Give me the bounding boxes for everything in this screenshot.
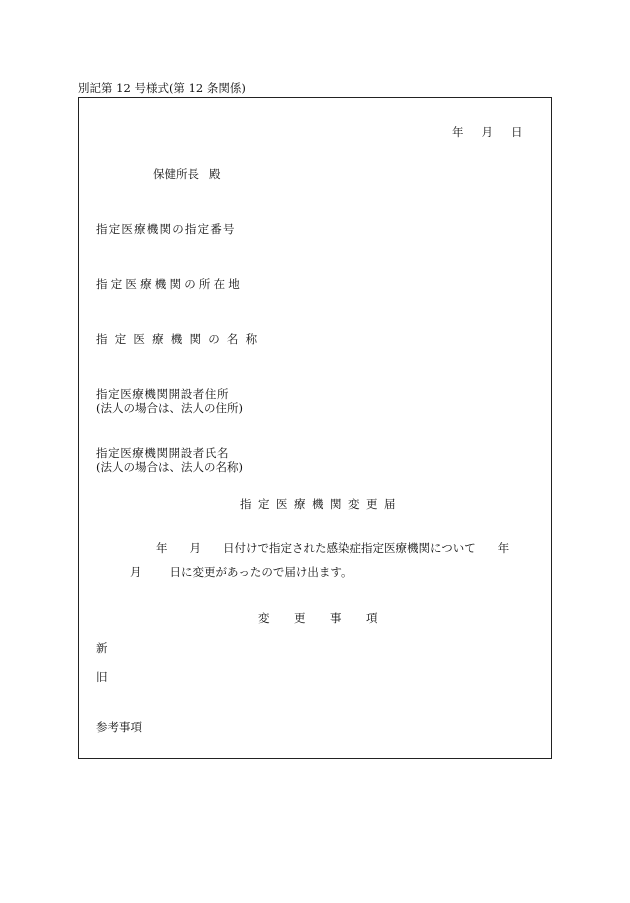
recipient-honorific: 殿 [209,167,221,181]
founder-name-note: (法人の場合は、法人の名称) [96,460,243,475]
new-label: 新 [96,641,108,655]
field-institution-name: 指定医療機関の名称 [96,332,265,346]
body-line-1 [156,541,509,555]
changes-title-char: 事 [330,611,342,625]
founder-name-label: 指定医療機関開設者氏名 [96,446,230,460]
field-location: 指定医療機関の所在地 [96,277,243,291]
old-label: 旧 [96,670,108,684]
body-year-label-2: 年 [497,541,510,555]
field-founder-name [96,446,243,475]
body-line-2 [130,565,352,579]
founder-address-note: (法人の場合は、法人の住所) [96,401,243,416]
changes-title-char: 項 [366,611,378,625]
body-text-1: 日付けで指定された感染症指定医療機関について [223,541,476,555]
changes-title-char: 変 [258,611,270,625]
reference-label: 参考事項 [96,720,142,734]
field-founder-address [96,387,243,416]
body-year-label: 年 [156,541,168,555]
document-title: 指定医療機関変更届 [240,497,402,511]
form-frame [78,97,552,759]
changes-title [258,611,378,625]
year-label: 年 [452,125,464,139]
month-label: 月 [481,125,493,139]
body-month-label-2: 月 [130,565,142,579]
changes-title-char: 更 [294,611,306,625]
form-number-label: 別記第 12 号様式(第 12 条関係) [78,81,246,95]
recipient-office: 保健所長 [153,167,199,181]
field-designation-number: 指定医療機関の指定番号 [96,222,236,236]
body-month-label: 月 [189,541,201,555]
founder-address-label: 指定医療機関開設者住所 [96,387,230,401]
body-text-2: 日に変更があったので届け出ます。 [169,565,353,579]
date-line [452,125,523,139]
day-label: 日 [511,125,523,139]
recipient-line [153,167,221,181]
